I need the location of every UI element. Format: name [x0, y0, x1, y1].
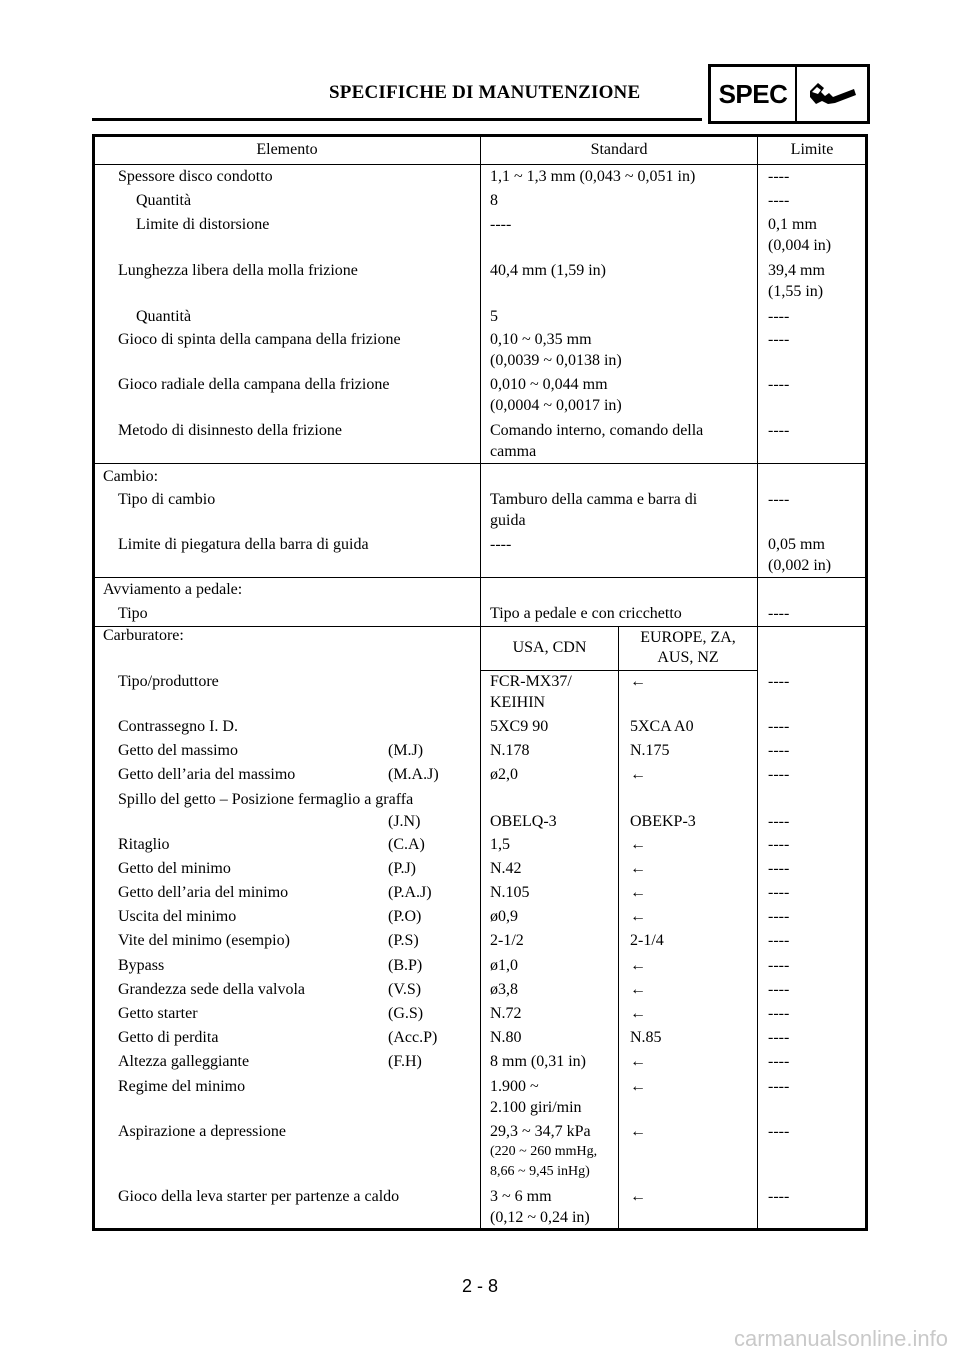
carb-row-code: (M.J): [388, 742, 424, 759]
carb-row-usa: 29,3 ~ 34,7 kPa: [490, 1123, 591, 1140]
row-label: Metodo di disinnesto della frizione: [118, 422, 342, 439]
carb-row-europe: ←: [630, 957, 646, 974]
carb-row-label: Tipo/produttore: [118, 673, 219, 690]
col-header-europe: EUROPE, ZA,: [640, 629, 736, 646]
carb-row-label: Getto starter: [118, 1005, 198, 1022]
col-header-europe-2: AUS, NZ: [657, 649, 719, 666]
carb-row-code: (J.N): [388, 813, 421, 830]
carb-row-usa: N.105: [490, 884, 530, 901]
carb-row-limit: ----: [768, 1005, 790, 1022]
row-limit: ----: [768, 422, 790, 439]
row-limit: ----: [768, 331, 790, 348]
carb-row-europe: ←: [630, 1078, 646, 1095]
carb-row-usa: ø1,0: [490, 957, 518, 974]
section-heading-kick: Avviamento a pedale:: [103, 581, 243, 598]
carb-row-usa-3: 8,66 ~ 9,45 inHg): [490, 1164, 590, 1179]
row-label: Spessore disco condotto: [118, 168, 273, 185]
row-standard: ----: [490, 536, 512, 553]
row-limit: ----: [768, 192, 790, 209]
carb-row-usa: OBELQ-3: [490, 813, 557, 830]
row-standard: 0,10 ~ 0,35 mm: [490, 331, 592, 348]
carb-row-europe: ←: [630, 836, 646, 853]
carb-row-label: Getto del minimo: [118, 860, 231, 877]
carb-row-limit: ----: [768, 766, 790, 783]
row-label: Quantità: [136, 192, 192, 209]
row-standard-2: guida: [490, 512, 526, 529]
section-divider-kick: [94, 577, 866, 578]
carb-row-usa: 2-1/2: [490, 932, 524, 949]
carb-row-usa-2: KEIHIN: [490, 694, 546, 711]
carb-row-limit: ----: [768, 813, 790, 830]
carb-row-label: Vite del minimo (esempio): [118, 932, 290, 949]
row-label: Lunghezza libera della molla frizione: [118, 262, 358, 279]
carb-row-code: (B.P): [388, 957, 423, 974]
carb-row-code: (M.A.J): [388, 766, 439, 783]
carb-row-code: (P.S): [388, 932, 419, 949]
carb-row-europe: N.175: [630, 742, 670, 759]
carb-row-europe: ←: [630, 884, 646, 901]
spec-badge-label: SPEC: [711, 67, 797, 121]
row-limit-2: (0,004 in): [768, 237, 832, 254]
section-heading-trans: Cambio:: [103, 468, 159, 485]
carb-row-label: Spillo del getto – Posizione fermaglio a graffa: [118, 791, 414, 808]
row-limit: 39,4 mm: [768, 262, 825, 279]
spec-badge: [708, 64, 870, 124]
carb-row-europe: ←: [630, 860, 646, 877]
carb-row-label: Getto del massimo: [118, 742, 238, 759]
row-standard: Tamburo della camma e barra di: [490, 491, 698, 508]
carb-row-usa: 5XC9 90: [490, 718, 549, 735]
row-limit: ----: [768, 168, 790, 185]
row-limit: 0,05 mm: [768, 536, 825, 553]
carb-row-code: (P.A.J): [388, 884, 432, 901]
row-standard-2: camma: [490, 443, 537, 460]
carb-row-label: Altezza galleggiante: [118, 1053, 250, 1070]
carb-row-code: (C.A): [388, 836, 425, 853]
carb-row-label: Bypass: [118, 957, 165, 974]
carb-row-europe: ←: [630, 1123, 646, 1140]
carb-row-usa: 3 ~ 6 mm: [490, 1188, 552, 1205]
row-label: Quantità: [136, 308, 192, 325]
carb-row-limit: ----: [768, 908, 790, 925]
section-divider-trans: [94, 463, 866, 464]
row-limit: ----: [768, 605, 790, 622]
row-label: Gioco radiale della campana della frizione: [118, 376, 390, 393]
row-label: Limite di distorsione: [136, 216, 270, 233]
carb-row-label: Aspirazione a depressione: [118, 1123, 286, 1140]
carb-row-limit: ----: [768, 673, 790, 690]
carb-row-label: Gioco della leva starter per partenze a caldo: [118, 1188, 400, 1205]
carb-row-limit: ----: [768, 1053, 790, 1070]
carb-row-europe: N.85: [630, 1029, 662, 1046]
carb-row-code: (F.H): [388, 1053, 422, 1070]
watermark: carmanualsonline.info: [733, 1326, 948, 1351]
carb-row-europe: ←: [630, 1188, 646, 1205]
carb-row-europe: ←: [630, 766, 646, 783]
row-standard: 40,4 mm (1,59 in): [490, 262, 606, 279]
row-limit: ----: [768, 308, 790, 325]
carb-row-usa: N.42: [490, 860, 522, 877]
page-title: SPECIFICHE DI MANUTENZIONE: [329, 82, 641, 103]
section-heading-carb: Carburatore:: [103, 627, 184, 644]
carb-row-limit: ----: [768, 836, 790, 853]
col-divider-standard: [480, 136, 481, 1229]
row-standard-2: (0,0039 ~ 0,0138 in): [490, 352, 622, 369]
col-divider-limit: [757, 136, 758, 1229]
row-limit-2: (0,002 in): [768, 557, 832, 574]
wrench-icon: [797, 67, 867, 121]
row-standard: 5: [490, 308, 498, 325]
carb-row-europe: ←: [630, 908, 646, 925]
row-standard: 0,010 ~ 0,044 mm: [490, 376, 608, 393]
row-limit-2: (1,55 in): [768, 283, 824, 300]
header-divider: [94, 164, 866, 165]
carb-row-label: Getto dell’aria del minimo: [118, 884, 289, 901]
col-header-standard: Standard: [590, 141, 648, 158]
carb-row-limit: ----: [768, 957, 790, 974]
col-divider-europe: [618, 627, 619, 1229]
row-limit: 0,1 mm: [768, 216, 817, 233]
col-header-usa: USA, CDN: [512, 639, 587, 656]
carb-row-usa: 1,5: [490, 836, 510, 853]
row-standard-2: (0,0004 ~ 0,0017 in): [490, 397, 622, 414]
carb-row-label: Contrassegno I. D.: [118, 718, 238, 735]
carb-row-europe: ←: [630, 1005, 646, 1022]
row-standard: 1,1 ~ 1,3 mm (0,043 ~ 0,051 in): [490, 168, 696, 185]
carb-row-code: (G.S): [388, 1005, 424, 1022]
carb-row-label: Regime del minimo: [118, 1078, 246, 1095]
carb-row-usa: ø2,0: [490, 766, 518, 783]
title-rule: [92, 118, 702, 121]
carb-row-usa: 8 mm (0,31 in): [490, 1053, 586, 1070]
carb-row-usa-2: (0,12 ~ 0,24 in): [490, 1209, 590, 1226]
carb-row-limit: ----: [768, 981, 790, 998]
carb-row-label: Getto di perdita: [118, 1029, 219, 1046]
carb-row-code: (P.O): [388, 908, 422, 925]
carb-row-usa: 1.900 ~: [490, 1078, 539, 1095]
page-number: 2 - 8: [461, 1276, 499, 1296]
carb-row-limit: ----: [768, 932, 790, 949]
carb-row-limit: ----: [768, 884, 790, 901]
carb-row-label: Grandezza sede della valvola: [118, 981, 306, 998]
carb-row-limit: ----: [768, 742, 790, 759]
carb-row-usa: N.80: [490, 1029, 522, 1046]
col-header-limit: Limite: [790, 141, 834, 158]
row-standard: Comando interno, comando della: [490, 422, 704, 439]
row-label: Gioco di spinta della campana della frizione: [118, 331, 401, 348]
row-limit: ----: [768, 376, 790, 393]
carb-row-label: Getto dell’aria del massimo: [118, 766, 296, 783]
row-label: Tipo: [118, 605, 148, 622]
carb-row-europe: ←: [630, 1053, 646, 1070]
carb-row-code: (P.J): [388, 860, 417, 877]
carb-row-usa-2: 2.100 giri/min: [490, 1099, 582, 1116]
row-label: Tipo di cambio: [118, 491, 216, 508]
carb-row-code: (V.S): [388, 981, 422, 998]
carb-row-europe: 5XCA A0: [630, 718, 694, 735]
carb-row-usa: N.178: [490, 742, 530, 759]
carb-row-usa: ø3,8: [490, 981, 518, 998]
row-limit: ----: [768, 491, 790, 508]
carb-row-usa: N.72: [490, 1005, 522, 1022]
row-label: Limite di piegatura della barra di guida: [118, 536, 369, 553]
col-header-element: Elemento: [256, 141, 318, 158]
carb-row-usa-2: (220 ~ 260 mmHg,: [490, 1144, 598, 1159]
row-standard: ----: [490, 216, 512, 233]
carb-row-limit: ----: [768, 1123, 790, 1140]
carb-row-europe: ←: [630, 981, 646, 998]
carb-row-limit: ----: [768, 718, 790, 735]
carb-row-limit: ----: [768, 1078, 790, 1095]
row-standard: Tipo a pedale e con cricchetto: [490, 605, 682, 622]
carb-row-usa: ø0,9: [490, 908, 518, 925]
carb-row-limit: ----: [768, 1029, 790, 1046]
carb-row-limit: ----: [768, 860, 790, 877]
carb-row-label: Ritaglio: [118, 836, 170, 853]
carb-row-europe: OBEKP-3: [630, 813, 696, 830]
carb-row-code: (Acc.P): [388, 1029, 438, 1046]
carb-row-europe: ←: [630, 673, 646, 690]
carb-row-label: Uscita del minimo: [118, 908, 237, 925]
carb-row-limit: ----: [768, 1188, 790, 1205]
carb-row-usa: FCR-MX37/: [490, 673, 572, 690]
carb-row-europe: 2-1/4: [630, 932, 664, 949]
row-standard: 8: [490, 192, 498, 209]
